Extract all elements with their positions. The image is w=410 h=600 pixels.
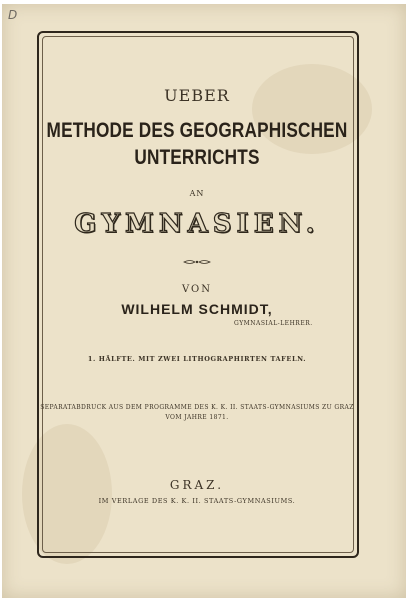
ornament-divider [182, 258, 212, 266]
author-intro: VON [182, 284, 212, 295]
author-role: GYMNASIAL-LEHRER. [234, 320, 313, 327]
title-line-1: METHODE DES GEOGRAPHISCHEN [46, 119, 348, 142]
separate-print-year: VOM JAHRE 1871. [165, 414, 229, 421]
title-line-2: UNTERRICHTS [134, 146, 260, 169]
publication-place: GRAZ. [169, 478, 225, 492]
corner-mark: D [8, 8, 19, 22]
author-name: WILHELM SCHMIDT, [121, 301, 273, 317]
separate-print-note: SEPARATABDRUCK AUS DEM PROGRAMME DES K. K. II. STAATS-GYMNASIUMS ZU GRAZ [40, 404, 354, 411]
document-page [2, 4, 406, 598]
publisher-line: IM VERLAGE DES K. K. II. STAATS-GYMNASIUMS. [98, 497, 296, 505]
title-pre: UEBER [164, 86, 230, 105]
title-connector: AN [189, 189, 205, 198]
title-object: GYMNASIEN. [74, 209, 320, 239]
part-note: 1. HÄLFTE. MIT ZWEI LITHOGRAPHIRTEN TAFELN. [87, 355, 307, 363]
